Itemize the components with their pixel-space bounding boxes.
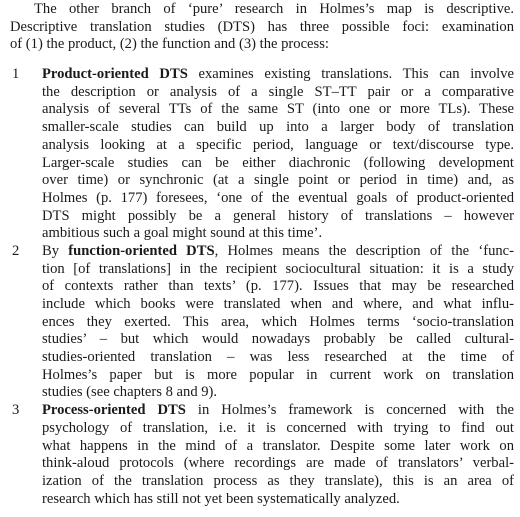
list-item-line: Holmes’s paper but is more popular in current work on translation [42, 366, 514, 383]
numbered-list [10, 66, 514, 508]
list-item-line: analysis looking at a specific period, language or text/discourse type. [42, 136, 514, 153]
list-item-line: what happens in the mind of a translator. Despite some later work on [42, 437, 514, 454]
list-item-product-oriented [10, 66, 514, 243]
list-item-line: ization of the translation process as they translate), this is an area of [42, 472, 514, 489]
list-item-function-oriented [10, 243, 514, 402]
list-item-first-line [42, 66, 514, 84]
list-item-line: psychology of translation, i.e. it is concerned with trying to find out [42, 419, 514, 436]
list-item-line: include which books were translated when and where, and what influ- [42, 296, 514, 312]
list-item-line: of contexts rather than texts’ (p. 177). Issues that may be researched [42, 278, 514, 295]
list-item-line: ences they exerted. This area, which Holmes terms ‘socio-translation [42, 313, 514, 330]
list-item-line: studies’ – but which would nowadays probably be called cultural- [42, 331, 514, 348]
list-item-first-line [42, 243, 514, 261]
intro-line: of (1) the product, (2) the function and (3) the process: [10, 36, 329, 53]
list-item-line: research which has still not yet been systematically analyzed. [42, 490, 400, 507]
list-item-line: Holmes (p. 177) foresees, ‘one of the eventual goals of product-oriented [42, 189, 514, 206]
list-item-line: over time) or synchronic (at a single point or period in time) and, as [42, 172, 514, 189]
list-item-process-oriented [10, 402, 514, 508]
term-heading: Process-oriented DTS [42, 402, 186, 419]
list-item-line: tion [of translations] in the recipient sociocultural situation: it is a study [42, 260, 514, 277]
list-item-line: studies (see chapters 8 and 9). [42, 384, 218, 401]
term-heading: Product-oriented DTS [42, 66, 188, 83]
list-item-first-line [42, 402, 514, 420]
first-line-text: examines existing translations. This can involve [187, 66, 514, 83]
list-item-line: smaller-scale studies can build up into a larger body of translation [42, 119, 514, 136]
intro-line: The other branch of ‘pure’ research in Holmes’s map is descriptive. [34, 1, 514, 17]
list-item-line: Larger-scale studies can be either diachronic (following development [42, 154, 514, 171]
term-heading: function-oriented DTS [68, 242, 215, 259]
list-item-line: DTS might possibly be a general history of translations – however [42, 207, 514, 224]
list-item-line: think-aloud protocols (where recordings are made of translators’ verbal- [42, 455, 514, 472]
list-item-line: the description or analysis of a single ST–TT pair or a comparative [42, 83, 514, 100]
list-item-number: 2 [12, 242, 20, 259]
list-item-number: 1 [12, 66, 20, 83]
first-line-text: , Holmes means the description of the ‘func- [214, 242, 514, 259]
list-item-line: studies-oriented translation – was less researched at the time of [42, 349, 514, 366]
intro-line: Descriptive translation studies (DTS) has three possible foci: examination [10, 18, 514, 35]
list-item-line: analysis of several TTs of the same ST (into one or more TLs). These [42, 101, 514, 118]
first-line-text: in Holmes’s framework is concerned with the [185, 402, 514, 419]
list-item-number: 3 [12, 402, 20, 419]
first-line-prefix: By [42, 242, 69, 259]
list-item-line: ambitious such a goal might sound at this time’. [42, 225, 323, 242]
intro-paragraph [10, 1, 514, 54]
